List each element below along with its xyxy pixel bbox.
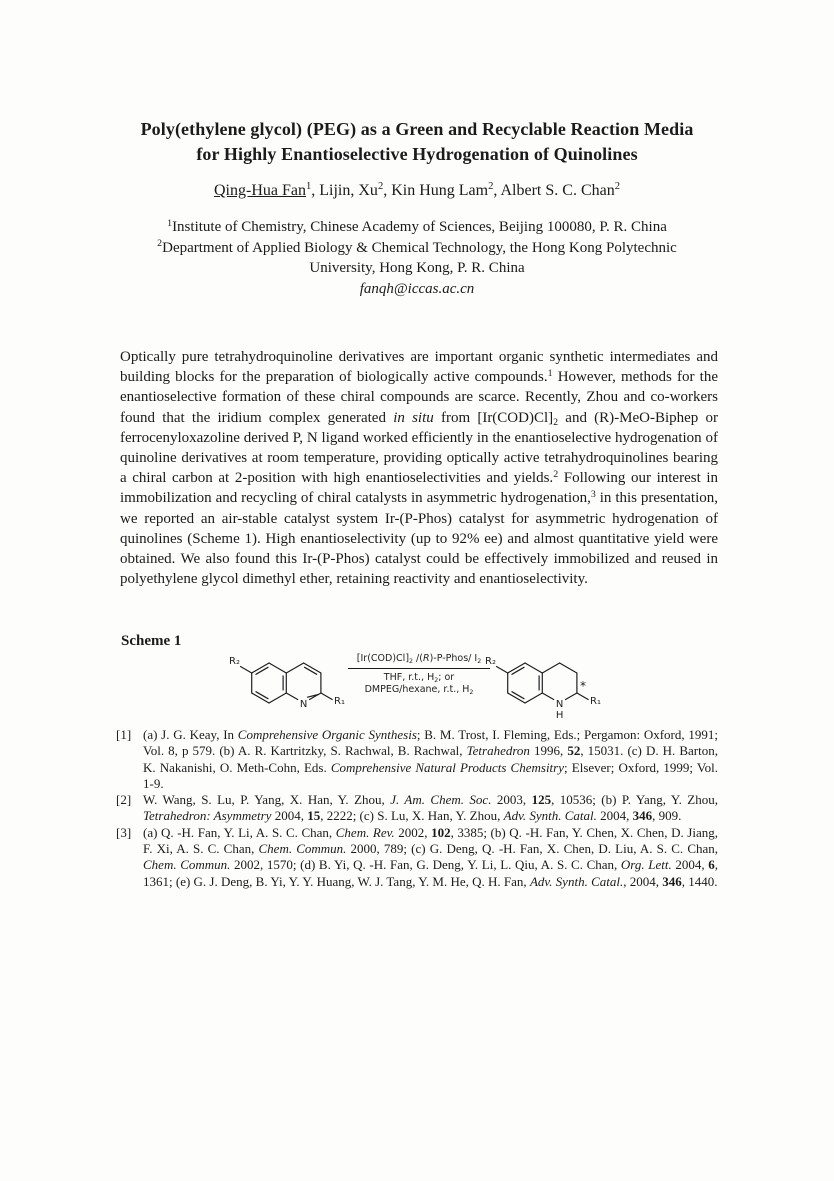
product-chiral-star: * (580, 679, 586, 693)
reference-marker-3: [3] (116, 824, 132, 840)
scheme-heading: Scheme 1 (121, 633, 182, 649)
product-r2-label: R₂ (485, 656, 496, 667)
reaction-conditions-catalyst: [Ir(COD)Cl]2 /(R)-P-Phos/ I2 (348, 653, 490, 669)
reference-text-1: (a) J. G. Keay, In Comprehensive Organic Synthesis; B. M. Trost, I. Fleming, Eds.; Pergamon: Oxford, 1991; Vol. 8, p 579. (b) A. R. Kartritzky, S. Rachwal, B. Rachwal, Tetrahedron 1996, 52, 15031. (c) D. H. Barton, K. Nakanishi, O. Meth-Cohn, Eds. Comprehensive Natural Products Chemsitry; Elsever; Oxford, 1999; Vol. 1-9. (143, 727, 719, 791)
substrate-n-label: N (299, 699, 308, 710)
product-r1-label: R₁ (590, 696, 601, 707)
reaction-conditions-line2: DMPEG/hexane, r.t., H2 (364, 684, 474, 696)
substrate-r2-label: R₂ (229, 656, 240, 667)
paper-title (50, 117, 784, 167)
contact-email: fanqh@iccas.ac.cn (359, 280, 475, 297)
references-list (116, 727, 718, 890)
product-structure (485, 649, 609, 723)
paper-title-line1: Poly(ethylene glycol) (PEG) as a Green and Recyclable Reaction Media (140, 119, 694, 139)
reference-marker-1: [1] (116, 727, 132, 742)
reference-item-2 (116, 792, 718, 825)
reaction-conditions-line1: THF, r.t., H2; or (383, 672, 455, 684)
affiliation-2-continued: University, Hong Kong, P. R. China (309, 260, 525, 276)
affiliation-2: $^2$Department of Applied Biology & Chemical Technology, the Hong Kong Polytechnic (157, 238, 677, 256)
reference-item-1 (116, 727, 718, 792)
affiliations-block (0, 217, 834, 299)
reference-text-2: W. Wang, S. Lu, P. Yang, X. Han, Y. Zhou, J. Am. Chem. Soc. 2003, 125, 10536; (b) P. Yang, Y. Zhou, Tetrahedron: Asymmetry 2004, 15, 2222; (c) S. Lu, X. Han, Y. Zhou, Adv. Synth. Catal. 2004, 346, 909. (143, 792, 718, 824)
product-n-label: N (555, 699, 564, 710)
reference-item-3 (116, 825, 718, 890)
author-list: Qing-Hua Fan$^1$, Lijin, Xu$^2$, Kin Hung Lam$^2$, Albert S. C. Chan$^2$ (214, 181, 620, 199)
reference-marker-2: [2] (116, 792, 132, 808)
quinoline-bonds (241, 663, 333, 703)
affiliation-1: $^1$Institute of Chemistry, Chinese Academy of Sciences, Beijing 100080, P. R. China (167, 217, 667, 235)
tetrahydroquinoline-bonds (497, 663, 589, 703)
scheme-figure (120, 650, 718, 728)
product-nh-label: H (555, 710, 564, 721)
quinoline-skeleton (229, 649, 353, 713)
abstract-paragraph: Optically pure tetrahydroquinoline derivatives are important organic synthetic intermediates and building blocks for the preparation of biologically active compounds.$^1$ However, methods for the enantioselective formation of these chiral compounds are scarce. Recently, Zhou and co-workers found that the iridium complex generated in situ from [Ir(COD)Cl]2 and (R)-MeO-Biphep or ferrocenyloxazoline derived P, N ligand worked efficiently in the enantioselective hydrogenation of quinoline derivatives at room temperature, providing optically active tetrahydroquinolines bearing a chiral carbon at 2-position with high enantioselectivities and yields.$^2$ Following our interest in immobilization and recycling of chiral catalysts in asymmetric hydrogenation,$^3$ in this presentation, we reported an air-stable catalyst system Ir-(P-Phos) catalyst for asymmetric hydrogenation of quinolines (Scheme 1). High enantioselectivity (up to 92% ee) and almost quantitative yield were obtained. We also found this Ir-(P-Phos) catalyst could be effectively immobilized and reused in polyethylene glycol dimethyl ether, retaining reactivity and enantioselectivity. (120, 349, 719, 588)
substrate-structure (229, 649, 353, 713)
reaction-conditions-solvent (348, 669, 490, 696)
substrate-r1-label: R₁ (334, 696, 345, 707)
reaction-arrow (348, 653, 490, 696)
paper-title-line2: for Highly Enantioselective Hydrogenation of Quinolines (196, 144, 638, 164)
reference-text-3: (a) Q. -H. Fan, Y. Li, A. S. C. Chan, Chem. Rev. 2002, 102, 3385; (b) Q. -H. Fan, Y. Chen, X. Chen, D. Jiang, F. Xi, A. S. C. Chan, Chem. Commun. 2000, 789; (c) G. Deng, Q. -H. Fan, X. Chen, D. Liu, A. S. C. Chan, Chem. Commun. 2002, 1570; (d) B. Yi, Q. -H. Fan, G. Deng, Y. Li, L. Qiu, A. S. C. Chan, Org. Lett. 2004, 6, 1361; (e) G. J. Deng, B. Yi, Y. Y. Huang, W. J. Tang, Y. M. He, Q. H. Fan, Adv. Synth. Catal., 2004, 346, 1440. (143, 824, 719, 889)
tetrahydroquinoline-skeleton (485, 649, 609, 723)
